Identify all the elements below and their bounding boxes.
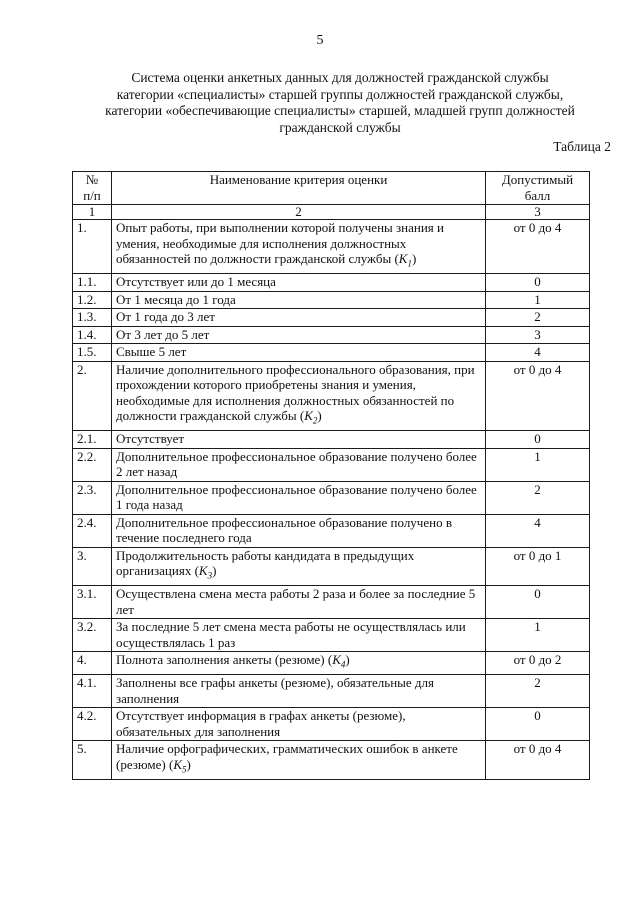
- row-criterion: [112, 708, 486, 741]
- row-number: 2.: [73, 361, 112, 431]
- row-criterion-text: Полнота заполнения анкеты (резюме): [116, 652, 325, 668]
- coefficient-letter: K: [173, 756, 183, 772]
- row-number: 1.4.: [73, 326, 112, 344]
- row-score: 2: [486, 481, 590, 514]
- row-criterion: Опыт работы, при выполнении которой получены знания и умения, необходимые для исполнения должностных обязанностей по должности гражданской службы $(K_1)$: [112, 220, 486, 274]
- coefficient-letter: K: [198, 563, 208, 579]
- row-number: 3.1.: [73, 586, 112, 619]
- row-criterion: [112, 274, 486, 292]
- coefficient-index: 4: [340, 659, 346, 670]
- row-criterion: [112, 514, 486, 547]
- row-number: 4.2.: [73, 708, 112, 741]
- row-score: 0: [486, 274, 590, 292]
- header-number: [73, 172, 112, 205]
- row-number: 4.1.: [73, 675, 112, 708]
- table-row: [73, 431, 590, 449]
- row-score: 0: [486, 586, 590, 619]
- row-score: 2: [486, 675, 590, 708]
- row-criterion-text: Дополнительное профессиональное образование получено более 1 года назад: [116, 481, 477, 513]
- row-number: 2.1.: [73, 431, 112, 449]
- row-number: 5.: [73, 741, 112, 780]
- row-criterion: Продолжительность работы кандидата в предыдущих организациях $(K_3)$: [112, 547, 486, 586]
- table-row: [73, 481, 590, 514]
- row-criterion-text: Продолжительность работы кандидата в предыдущих организациях: [116, 547, 415, 579]
- table-row: [73, 274, 590, 292]
- row-score: 0: [486, 708, 590, 741]
- row-criterion-text: От 3 лет до 5 лет: [116, 326, 210, 342]
- row-criterion: [112, 675, 486, 708]
- row-criterion-text: Отсутствует или до 1 месяца: [116, 274, 276, 290]
- title-line-3: категории «обеспечивающие специалисты» старшей, младшей групп должностей: [105, 103, 575, 118]
- header-score-line-2: балл: [524, 187, 551, 203]
- title-line-2: категории «специалисты» старшей группы должностей гражданской службы,: [116, 86, 564, 102]
- criterion-coefficient: [398, 251, 412, 269]
- row-score: от 0 до 4: [486, 741, 590, 780]
- criterion-coefficient: [332, 652, 346, 670]
- table-row: [73, 741, 590, 780]
- criterion-coefficient: [304, 408, 318, 426]
- table-label: Таблица 2: [553, 139, 611, 154]
- criteria-rows: [73, 220, 590, 780]
- table-row: [73, 291, 590, 309]
- header-score: [486, 172, 590, 205]
- column-index-2: 2: [112, 205, 486, 220]
- row-criterion: [112, 448, 486, 481]
- row-criterion: Наличие дополнительного профессионального образования, при прохождении которого приобретены знания и умения, необходимые для исполнения должностных обязанностей по должности гражданской службы $(K_2)$: [112, 361, 486, 431]
- title-line-1: Система оценки анкетных данных для должностей гражданской службы: [131, 70, 549, 85]
- row-criterion-text: Заполнены все графы анкеты (резюме), обязательные для заполнения: [116, 675, 434, 706]
- row-number: 3.: [73, 547, 112, 586]
- table-row: [73, 708, 590, 741]
- row-score: 4: [486, 514, 590, 547]
- table-row: [73, 361, 590, 431]
- row-number: 2.4.: [73, 514, 112, 547]
- criteria-table: [72, 171, 590, 780]
- row-score: 1: [486, 619, 590, 652]
- row-score: от 0 до 4: [486, 361, 590, 431]
- row-criterion-text: Дополнительное профессиональное образование получено более 2 лет назад: [116, 448, 477, 480]
- row-criterion: [112, 344, 486, 362]
- row-score: 0: [486, 431, 590, 449]
- table-row: [73, 586, 590, 619]
- row-number: 3.2.: [73, 619, 112, 652]
- row-criterion: [112, 586, 486, 619]
- row-score: от 0 до 1: [486, 547, 590, 586]
- table-row: [73, 309, 590, 327]
- table-row: [73, 619, 590, 652]
- coefficient-letter: K: [398, 251, 408, 266]
- coefficient-index: 3: [207, 570, 213, 581]
- row-criterion-text: Свыше 5 лет: [116, 344, 187, 360]
- row-criterion-text: Наличие дополнительного профессионального образования, при прохождении которого приобретены знания и умения, необходимые для исполнения должностных обязанностей по должности гражданской службы: [116, 361, 475, 424]
- criterion-coefficient: [173, 756, 187, 775]
- row-criterion-text: От 1 года до 3 лет: [116, 309, 215, 325]
- table-header-row: [73, 172, 590, 205]
- coefficient-index: 2: [312, 415, 318, 426]
- header-score-line-1: Допустимый: [501, 172, 574, 187]
- row-criterion-text: Отсутствует информация в графах анкеты (резюме), обязательных для заполнения: [116, 708, 406, 739]
- header-number-line-2: п/п: [83, 187, 101, 203]
- header-number-line-1: №: [85, 172, 99, 187]
- table-row: [73, 448, 590, 481]
- row-score: 4: [486, 344, 590, 362]
- row-score: 1: [486, 448, 590, 481]
- row-number: 4.: [73, 652, 112, 675]
- table-row: [73, 675, 590, 708]
- row-criterion-text: Опыт работы, при выполнении которой получены знания и умения, необходимые для исполнения должностных обязанностей по должности гражданской службы: [116, 220, 444, 266]
- row-criterion-text: За последние 5 лет смена места работы не осуществлялась или осуществлялась 1 раз: [116, 619, 466, 650]
- column-index-row: [73, 205, 590, 220]
- row-criterion-text: Дополнительное профессиональное образование получено в течение последнего года: [116, 514, 452, 546]
- column-index-1: 1: [73, 205, 112, 220]
- table-row: [73, 547, 590, 586]
- table-row: [73, 652, 590, 675]
- row-number: 1.5.: [73, 344, 112, 362]
- row-criterion: [112, 619, 486, 652]
- row-criterion: [112, 431, 486, 449]
- row-score: от 0 до 4: [486, 220, 590, 274]
- table-row: [73, 344, 590, 362]
- row-score: от 0 до 2: [486, 652, 590, 675]
- coefficient-letter: K: [304, 408, 313, 424]
- row-criterion: [112, 309, 486, 327]
- criterion-coefficient: [198, 563, 213, 581]
- row-criterion: Наличие орфографических, грамматических ошибок в анкете (резюме) $(K_5)$: [112, 741, 486, 780]
- row-score: 3: [486, 326, 590, 344]
- title-line-4: гражданской службы: [279, 119, 401, 135]
- document-title: [60, 70, 620, 136]
- row-number: 1.: [73, 220, 112, 274]
- row-criterion-text: Отсутствует: [116, 431, 185, 447]
- row-criterion: [112, 291, 486, 309]
- row-criterion-text: Осуществлена смена места работы 2 раза и более за последние 5 лет: [116, 586, 476, 617]
- column-index-3: 3: [486, 205, 590, 220]
- row-score: 2: [486, 309, 590, 327]
- header-criterion-name: Наименование критерия оценки: [112, 172, 486, 205]
- row-criterion: Полнота заполнения анкеты (резюме) $(K_4)$: [112, 652, 486, 675]
- row-score: 1: [486, 291, 590, 309]
- row-criterion-text: От 1 месяца до 1 года: [116, 291, 236, 307]
- row-number: 1.3.: [73, 309, 112, 327]
- table-row: [73, 326, 590, 344]
- coefficient-letter: K: [332, 652, 341, 668]
- row-criterion: [112, 326, 486, 344]
- row-criterion-text: Наличие орфографических, грамматических ошибок в анкете (резюме): [116, 741, 458, 772]
- row-number: 2.2.: [73, 448, 112, 481]
- table-row: [73, 514, 590, 547]
- table-row: [73, 220, 590, 274]
- row-number: 2.3.: [73, 481, 112, 514]
- row-criterion: [112, 481, 486, 514]
- coefficient-index: 5: [182, 764, 187, 775]
- row-number: 1.1.: [73, 274, 112, 292]
- page-number: 5: [316, 33, 324, 48]
- coefficient-index: 1: [407, 258, 412, 269]
- row-number: 1.2.: [73, 291, 112, 309]
